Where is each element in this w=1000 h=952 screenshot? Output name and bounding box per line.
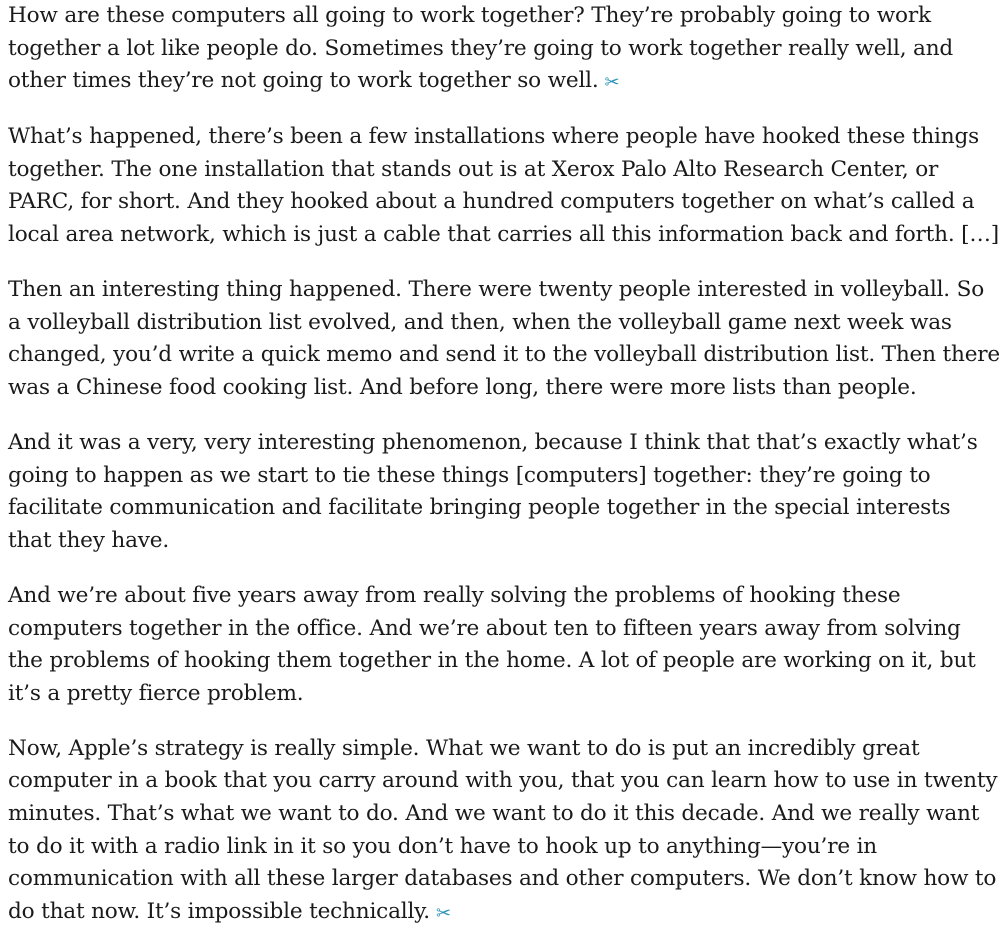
paragraph-4 <box>8 427 1000 557</box>
paragraph-1 <box>8 0 1000 99</box>
paragraph-6-text: Now, Apple’s strategy is really simple. What we want to do is put an incredibly great computer in a book that you carry around with you, that you can learn how to use in twenty minutes. That’s what we want to do. And we want to do it this decade. And we really want to do it with a radio link in it so you don’t have to hook up to anything—you’re in communication with all these larger databases and other computers. We don’t know how to do that now. It’s impossible technically. <box>8 735 998 924</box>
paragraph-4-text: And it was a very, very interesting phenomenon, because I think that that’s exactly what’s going to happen as we start to tie these things [computers] together: they’re going to facilitate communication and facilitate bringing people together in the special interests that they have. <box>8 430 978 553</box>
scissors-icon[interactable]: ✂ <box>604 72 620 94</box>
paragraph-3-text: Then an interesting thing happened. There were twenty people interested in volleyball. So a volleyball distribution list evolved, and then, when the volleyball game next week was changed, you’d write a quick memo and send it to the volleyball distribution list. Then there was a Chinese food cooking list. And before long, there were more lists than people. <box>8 277 1000 400</box>
paragraph-5-text: And we’re about five years away from really solving the problems of hooking these computers together in the office. And we’re about ten to fifteen years away from solving the problems of hooking them together in the home. A lot of people are working on it, but it’s a pretty fierce problem. <box>8 582 976 706</box>
paragraph-5 <box>8 580 1000 710</box>
paragraph-1-text: How are these computers all going to work together? They’re probably going to work together a lot like people do. Sometimes they’re going to work together really well, and other times they’re not going to work together so well. <box>8 3 954 94</box>
paragraph-6 <box>8 733 1000 930</box>
scissors-icon[interactable]: ✂ <box>435 902 451 924</box>
paragraph-2-text: What’s happened, there’s been a few installations where people have hooked these things together. The one installation that stands out is at Xerox Palo Alto Research Center, or PARC, for short. And they hooked about a hundred computers together on what’s called a local area network, which is just a cable that carries all this information back and forth. […] <box>8 124 1000 248</box>
paragraph-2 <box>8 121 1000 251</box>
paragraph-3 <box>8 274 1000 404</box>
article-body <box>8 0 1000 952</box>
